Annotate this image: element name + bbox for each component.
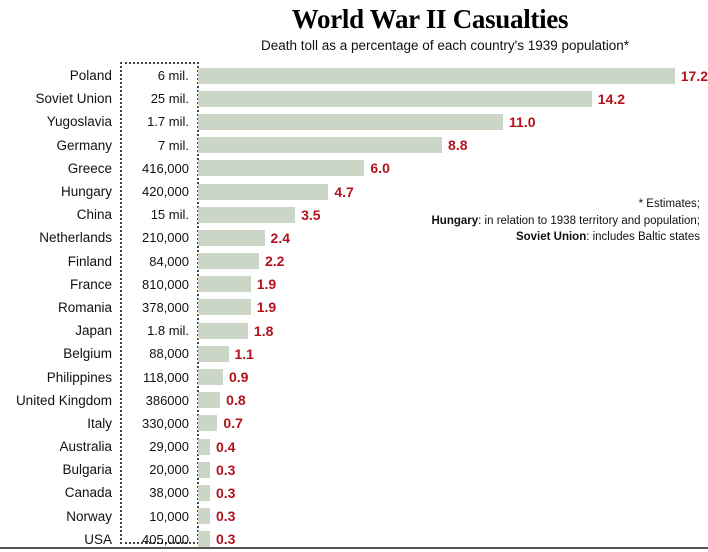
death-toll-value: 420,000 bbox=[142, 184, 189, 200]
table-row bbox=[0, 110, 708, 133]
bar bbox=[198, 323, 248, 339]
table-row bbox=[0, 435, 708, 458]
bar-value-label: 4.7 bbox=[334, 183, 354, 200]
table-row bbox=[0, 389, 708, 412]
bar bbox=[198, 230, 265, 246]
bar-value-label: 0.3 bbox=[216, 461, 236, 478]
country-label: Soviet Union bbox=[35, 91, 112, 107]
table-row bbox=[0, 481, 708, 504]
footnote-line-2 bbox=[370, 213, 700, 230]
country-label: Norway bbox=[66, 508, 112, 524]
bar-value-label: 1.8 bbox=[253, 322, 274, 339]
death-toll-value: 330,000 bbox=[142, 415, 189, 431]
bar-value-label: 11.0 bbox=[509, 113, 536, 130]
death-toll-value: 210,000 bbox=[142, 230, 189, 246]
bar bbox=[198, 68, 675, 84]
bar bbox=[198, 207, 295, 223]
country-label: USA bbox=[84, 531, 112, 547]
country-label: Italy bbox=[87, 415, 112, 431]
bar-cell bbox=[198, 389, 708, 412]
bar-cell bbox=[198, 481, 708, 504]
title-block bbox=[200, 4, 700, 53]
bar-value-label: 0.8 bbox=[226, 392, 246, 409]
death-toll-value: 29,000 bbox=[149, 439, 189, 455]
bottom-rule bbox=[0, 547, 708, 549]
bar bbox=[198, 369, 223, 385]
bar bbox=[198, 160, 364, 176]
country-label: Japan bbox=[75, 323, 112, 339]
bar bbox=[198, 114, 503, 130]
bar bbox=[198, 253, 259, 269]
bar-value-label: 0.9 bbox=[228, 369, 249, 386]
country-label: Belgium bbox=[63, 346, 112, 362]
chart-subtitle: Death toll as a percentage of each country's 1939 population* bbox=[260, 38, 630, 53]
table-row bbox=[0, 319, 708, 342]
bar-cell bbox=[198, 134, 708, 157]
bar-cell bbox=[198, 458, 708, 481]
bar-value-label: 0.4 bbox=[216, 438, 236, 455]
footnote-soviet-text: : includes Baltic states bbox=[586, 231, 700, 244]
death-toll-value: 6 mil. bbox=[157, 68, 189, 84]
footnote-hungary-label: Hungary bbox=[431, 214, 479, 227]
country-label: China bbox=[76, 207, 112, 223]
country-label: Yugoslavia bbox=[46, 114, 112, 130]
bar-cell bbox=[198, 110, 708, 133]
bar-cell bbox=[198, 273, 708, 296]
country-label: Netherlands bbox=[39, 230, 112, 246]
page-title: World War II Casualties bbox=[291, 4, 569, 34]
country-label: Philippines bbox=[46, 369, 112, 385]
country-label: Finland bbox=[67, 253, 112, 269]
death-toll-value: 416,000 bbox=[142, 160, 189, 176]
chart-footnote bbox=[370, 196, 700, 246]
bar-cell bbox=[198, 296, 708, 319]
bar-cell bbox=[198, 319, 708, 342]
death-toll-value: 20,000 bbox=[149, 462, 189, 478]
country-label: Greece bbox=[67, 160, 112, 176]
bar-cell bbox=[198, 64, 708, 87]
bar bbox=[198, 184, 328, 200]
bar-value-label: 0.3 bbox=[216, 508, 236, 525]
country-label: United Kingdom bbox=[15, 392, 112, 408]
death-toll-value: 38,000 bbox=[149, 485, 189, 501]
bar bbox=[198, 91, 592, 107]
table-row bbox=[0, 296, 708, 319]
bar-cell bbox=[198, 157, 708, 180]
bar bbox=[198, 392, 220, 408]
death-toll-value: 1.8 mil. bbox=[147, 323, 189, 339]
bar-value-label: 17.2 bbox=[680, 67, 708, 84]
country-label: Bulgaria bbox=[62, 462, 112, 478]
bar bbox=[198, 346, 229, 362]
bar-value-label: 1.1 bbox=[234, 345, 254, 362]
bar-value-label: 2.2 bbox=[265, 253, 285, 270]
death-toll-value: 1.7 mil. bbox=[147, 114, 189, 130]
table-row bbox=[0, 505, 708, 528]
chart-rows bbox=[0, 64, 708, 551]
death-toll-value: 7 mil. bbox=[157, 137, 189, 153]
death-toll-value: 405,000 bbox=[142, 531, 189, 547]
country-label: Romania bbox=[57, 299, 112, 315]
bar-cell bbox=[198, 505, 708, 528]
table-row bbox=[0, 157, 708, 180]
bar bbox=[198, 531, 210, 547]
table-row bbox=[0, 458, 708, 481]
country-label: Australia bbox=[59, 439, 112, 455]
country-label: Poland bbox=[69, 68, 112, 84]
bar-value-label: 0.7 bbox=[223, 415, 243, 432]
bar-value-label: 1.9 bbox=[256, 299, 277, 316]
death-toll-value: 810,000 bbox=[142, 276, 189, 292]
country-label: Germany bbox=[56, 137, 112, 153]
death-toll-value: 84,000 bbox=[149, 253, 189, 269]
bar-value-label: 2.4 bbox=[270, 229, 291, 246]
bar-value-label: 1.9 bbox=[256, 276, 277, 293]
footnote-soviet-label: Soviet Union bbox=[515, 231, 587, 244]
table-row bbox=[0, 250, 708, 273]
table-row bbox=[0, 365, 708, 388]
bar bbox=[198, 415, 217, 431]
bar-cell bbox=[198, 342, 708, 365]
bar-value-label: 0.3 bbox=[216, 484, 236, 501]
bar-value-label: 8.8 bbox=[448, 137, 468, 154]
bar bbox=[198, 462, 210, 478]
footnote-line-1: * Estimates; bbox=[638, 198, 700, 210]
bar-value-label: 6.0 bbox=[370, 160, 390, 177]
bar-value-label: 14.2 bbox=[597, 90, 626, 107]
bar bbox=[198, 508, 210, 524]
country-label: France bbox=[69, 276, 112, 292]
country-label: Canada bbox=[64, 485, 112, 501]
bar-cell bbox=[198, 365, 708, 388]
footnote-hungary-text: : in relation to 1938 territory and population; bbox=[478, 214, 700, 227]
death-toll-value: 15 mil. bbox=[150, 207, 189, 223]
bar-cell bbox=[198, 250, 708, 273]
bar bbox=[198, 276, 251, 292]
death-toll-value: 88,000 bbox=[149, 346, 189, 362]
death-toll-value: 10,000 bbox=[149, 508, 189, 524]
death-toll-value: 378,000 bbox=[142, 299, 189, 315]
table-row bbox=[0, 87, 708, 110]
table-row bbox=[0, 342, 708, 365]
bar bbox=[198, 485, 210, 501]
bar-value-label: 0.3 bbox=[216, 531, 236, 548]
bar bbox=[198, 439, 210, 455]
death-toll-value: 25 mil. bbox=[150, 91, 189, 107]
death-toll-value: 386000 bbox=[145, 392, 189, 408]
bar-cell bbox=[198, 435, 708, 458]
bar bbox=[198, 137, 442, 153]
table-row bbox=[0, 412, 708, 435]
table-row bbox=[0, 64, 708, 87]
bar-cell bbox=[198, 87, 708, 110]
death-toll-value: 118,000 bbox=[142, 369, 189, 385]
bar-value-label: 3.5 bbox=[301, 206, 321, 223]
table-row bbox=[0, 134, 708, 157]
bar bbox=[198, 299, 251, 315]
footnote-line-3 bbox=[370, 229, 700, 246]
country-label: Hungary bbox=[60, 184, 112, 200]
bar-cell bbox=[198, 412, 708, 435]
table-row bbox=[0, 273, 708, 296]
